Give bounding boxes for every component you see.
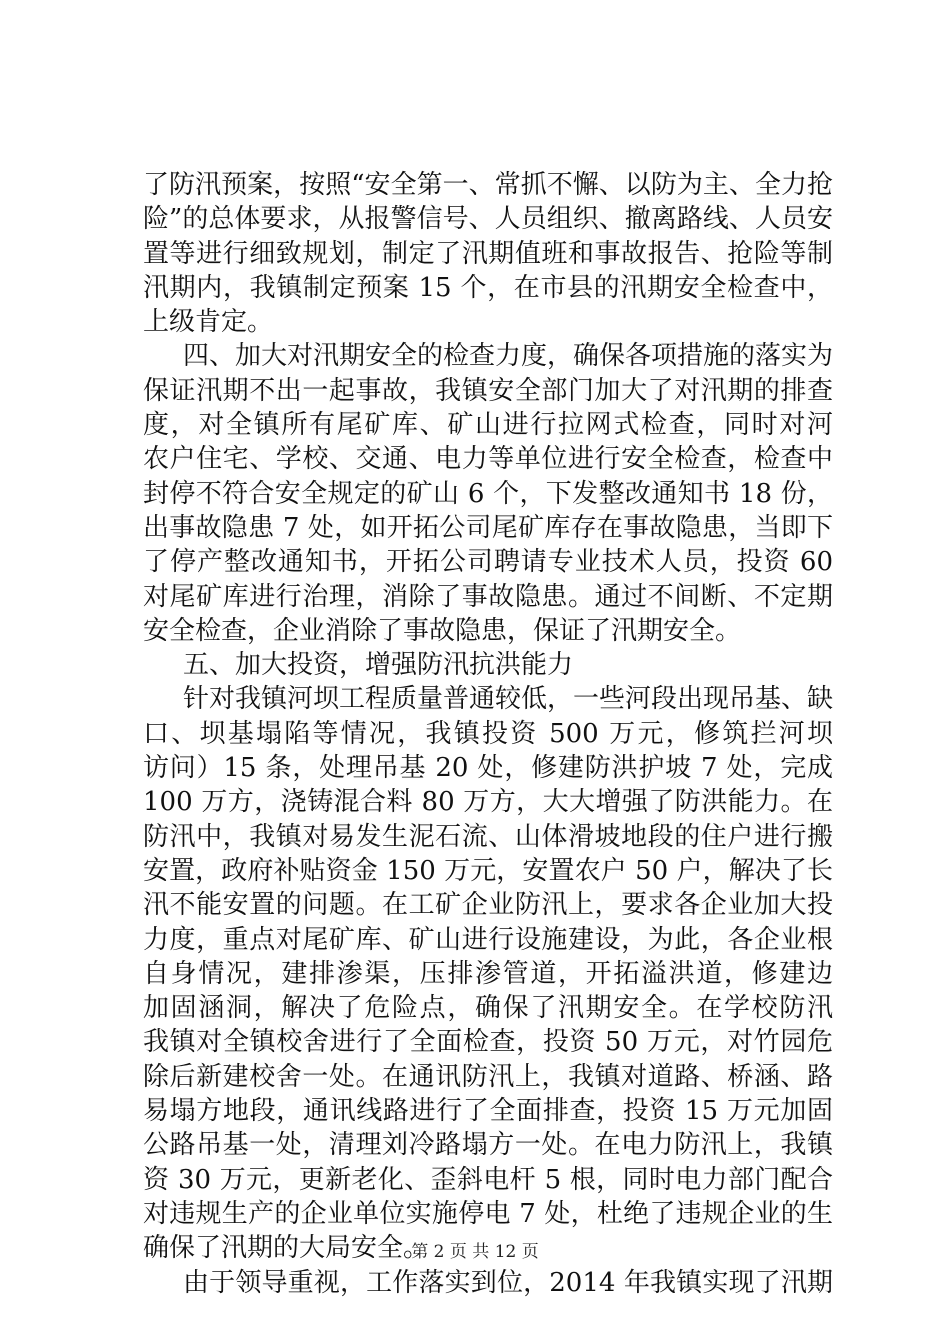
text-line: 100 万方，浇铸混合料 80 万方，大大增强了防洪能力。在 — [143, 787, 833, 818]
page-number: 第 2 页 共 12 页 — [411, 1242, 539, 1262]
text-line: 了停产整改通知书，开拓公司聘请专业技术人员，投资 60 — [143, 547, 833, 578]
section-heading-five: 五、加大投资，增强防汛抗洪能力 — [183, 650, 574, 681]
text-line: 封停不符合安全规定的矿山 6 个，下发整改通知书 18 份， — [143, 478, 833, 509]
text-line: 对尾矿库进行治理，消除了事故隐患。通过不间断、不定期 — [143, 581, 833, 612]
text-line: 除后新建校舍一处。在通讯防汛上，我镇对道路、桥涵、路 — [143, 1061, 833, 1092]
text-line: 加固涵洞，解决了危险点，确保了汛期安全。在学校防汛 — [143, 993, 833, 1024]
document-body — [143, 168, 833, 1300]
text-line: 防汛中，我镇对易发生泥石流、山体滑坡地段的住户进行搬 — [143, 821, 833, 852]
section-heading-four: 四、加大对汛期安全的检查力度，确保各项措施的落实为 — [183, 341, 833, 372]
text-line: 针对我镇河坝工程质量普通较低，一些河段出现吊基、缺 — [183, 684, 833, 715]
text-line: 对违规生产的企业单位实施停电 7 处，杜绝了违规企业的生 — [143, 1198, 833, 1229]
text-line: 安全检查，企业消除了事故隐患，保证了汛期安全。 — [143, 615, 742, 646]
text-line: 由于领导重视，工作落实到位，2014 年我镇实现了汛期 — [183, 1267, 833, 1298]
text-line: 我镇对全镇校舍进行了全面检查，投资 50 万元，对竹园危 — [143, 1027, 833, 1058]
text-line: 出事故隐患 7 处，如开拓公司尾矿库存在事故隐患，当即下 — [143, 512, 833, 543]
text-line: 汛不能安置的问题。在工矿企业防汛上，要求各企业加大投 — [143, 890, 833, 921]
text-line: 农户住宅、学校、交通、电力等单位进行安全检查，检查中 — [143, 444, 833, 475]
text-line: 上级肯定。 — [143, 307, 274, 338]
text-line: 安置，政府补贴资金 150 万元，安置农户 50 户，解决了长 — [143, 855, 833, 886]
text-line: 保证汛期不出一起事故，我镇安全部门加大了对汛期的排查 — [143, 375, 833, 406]
text-line: 确保了汛期的大局安全。 — [143, 1233, 430, 1264]
text-line: 险”的总体要求，从报警信号、人员组织、撤离路线、人员安 — [143, 204, 833, 235]
text-line: 公路吊基一处，清理刘冷路塌方一处。在电力防汛上，我镇 — [143, 1130, 833, 1161]
text-line: 力度，重点对尾矿库、矿山进行设施建设，为此，各企业根 — [143, 924, 833, 955]
text-line: 汛期内，我镇制定预案 15 个，在市县的汛期安全检查中， — [143, 272, 833, 303]
text-line: 访问）15 条，处理吊基 20 处，修建防洪护坡 7 处，完成 — [143, 753, 833, 784]
text-line: 度，对全镇所有尾矿库、矿山进行拉网式检查，同时对河 — [143, 410, 833, 441]
text-line: 置等进行细致规划，制定了汛期值班和事故报告、抢险等制 — [143, 238, 833, 269]
text-line: 了防汛预案，按照“安全第一、常抓不懈、以防为主、全力抢 — [143, 170, 833, 200]
text-line: 易塌方地段，通讯线路进行了全面排查，投资 15 万元加固 — [143, 1096, 833, 1127]
text-line: 口、坝基塌陷等情况，我镇投资 500 万元，修筑拦河坝 — [143, 718, 833, 749]
page-footer — [0, 1240, 950, 1264]
text-line: 自身情况，建排渗渠，压排渗管道，开拓溢洪道，修建边 — [143, 958, 833, 989]
text-line: 资 30 万元，更新老化、歪斜电杆 5 根，同时电力部门配合 — [143, 1164, 833, 1195]
